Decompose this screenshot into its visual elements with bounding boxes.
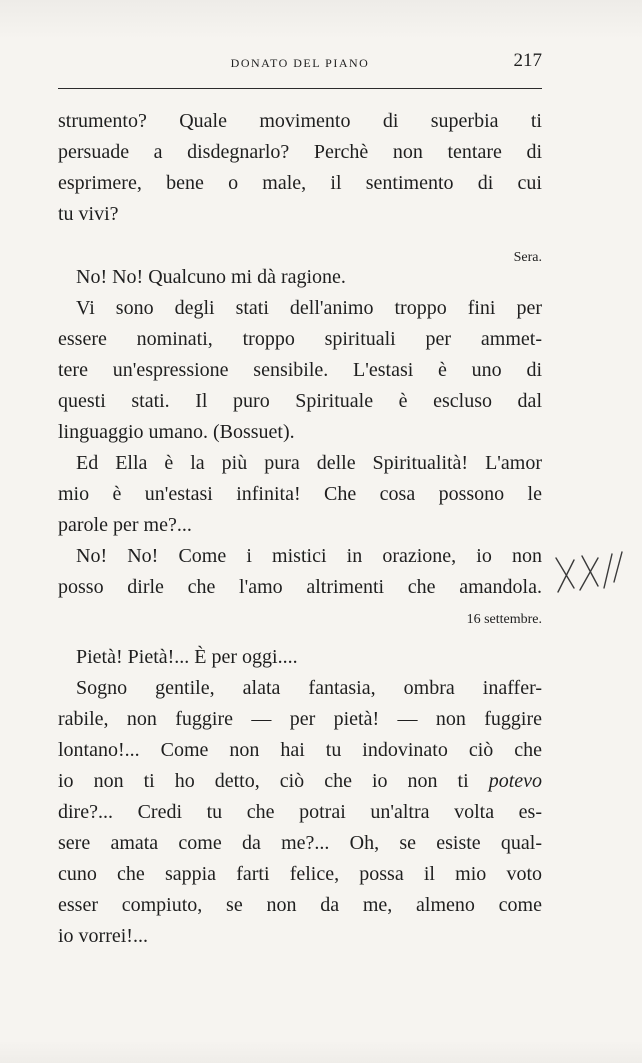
text-line	[58, 766, 542, 797]
text-line: tu vivi?	[58, 203, 119, 225]
text-line: Ed Ella è la più pura delle Spiritualità! L'amor	[76, 452, 542, 474]
text-line: lontano!... Come non hai tu indovinato ciò che	[58, 739, 542, 761]
page-header	[58, 50, 542, 74]
text-line: Vi sono degli stati dell'animo troppo fini per	[76, 297, 542, 319]
entry-heading-date: 16 settembre.	[466, 612, 542, 627]
text-line: questi stati. Il puro Spirituale è escluso dal	[58, 390, 542, 412]
text-line: Sogno gentile, alata fantasia, ombra inaffer-	[76, 677, 542, 699]
text-line: io vorrei!...	[58, 925, 148, 947]
entry-heading-sera: Sera.	[513, 250, 542, 265]
page-number: 217	[513, 50, 542, 71]
italic-word: potevo	[488, 770, 542, 792]
text-line: esprimere, bene o male, il sentimento di cui	[58, 172, 542, 194]
text-line: strumento? Quale movimento di superbia ti	[58, 110, 542, 132]
paragraph-continuation	[58, 106, 542, 230]
text-line: persuade a disdegnarlo? Perchè non tentare di	[58, 141, 542, 163]
text-line: Pietà! Pietà!... È per oggi....	[76, 646, 298, 668]
text-line: esser compiuto, se non da me, almeno come	[58, 894, 542, 916]
text-line: rabile, non fuggire — per pietà! — non fuggire	[58, 708, 542, 730]
text-line: dire?... Credi tu che potrai un'altra volta es-	[58, 801, 542, 823]
running-title: DONATO DEL PIANO	[230, 56, 370, 70]
text-line: linguaggio umano. (Bossuet).	[58, 421, 295, 443]
text-line: essere nominati, troppo spirituali per ammet-	[58, 328, 542, 350]
text-line: posso dirle che l'amo altrimenti che amandola.	[58, 576, 542, 598]
text-line: No! No! Come i mistici in orazione, io non	[76, 545, 542, 567]
handwritten-cross-marks	[552, 548, 640, 600]
text-line: No! No! Qualcuno mi dà ragione.	[76, 266, 346, 288]
header-rule	[58, 88, 542, 89]
entry-sera-text	[58, 262, 542, 603]
text-line-start: io non ti ho detto, ciò che io non ti	[58, 770, 489, 792]
text-line: cuno che sappia farti felice, possa il mio voto	[58, 863, 542, 885]
text-line: sere amata come da me?... Oh, se esiste qual-	[58, 832, 542, 854]
text-line: parole per me?...	[58, 514, 192, 536]
text-line: mio è un'estasi infinita! Che cosa possono le	[58, 483, 542, 505]
entry-16-settembre-text	[58, 642, 542, 952]
text-line: tere un'espressione sensibile. L'estasi è uno di	[58, 359, 542, 381]
